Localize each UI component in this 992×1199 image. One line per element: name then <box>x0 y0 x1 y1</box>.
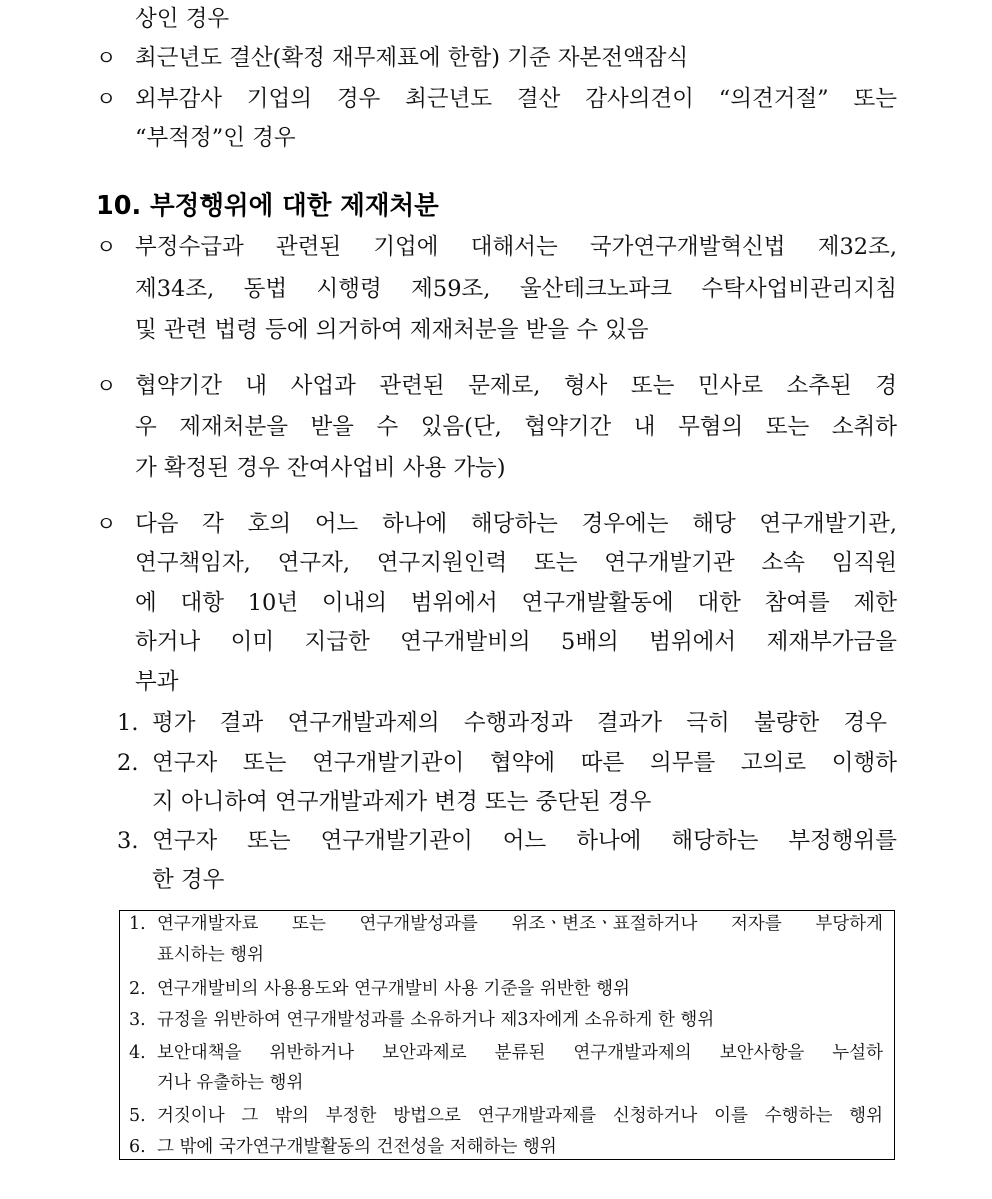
section-bullet-2-line-1: 협약기간 내 사업과 관련된 문제로, 형사 또는 민사로 소추된 경 <box>135 373 897 399</box>
section-heading: 10. 부정행위에 대한 제재처분 <box>96 191 439 221</box>
box-item-3-line-1: 규정을 위반하여 연구개발성과를 소유하거나 제3자에게 소유하게 한 행위 <box>157 1010 715 1030</box>
section-bullet-1-line-1: 부정수급과 관련된 기업에 대해서는 국가연구개발혁신법 제32조, <box>135 234 897 260</box>
box-item-4-line-1: 보안대책을 위반하거나 보안과제로 분류된 연구개발과제의 보안사항을 누설하 <box>157 1043 883 1063</box>
box-item-1-line-2: 표시하는 행위 <box>157 945 264 965</box>
numbered-item-number: 1. <box>117 710 139 736</box>
box-item-1-line-1: 연구개발자료 또는 연구개발성과를 위조ㆍ변조ㆍ표절하거나 저자를 부당하게 <box>157 914 883 934</box>
bullet-marker: ㅇ <box>96 374 117 398</box>
bullet-marker: ㅇ <box>96 235 117 259</box>
numbered-item-3-line-1: 연구자 또는 연구개발기관이 어느 하나에 해당하는 부정행위를 <box>152 828 897 854</box>
box-item-5-line-1: 거짓이나 그 밖의 부정한 방법으로 연구개발과제를 신청하거나 이를 수행하는 행위 <box>157 1106 883 1126</box>
box-item-2-line-1: 연구개발비의 사용용도와 연구개발비 사용 기준을 위반한 행위 <box>157 979 630 999</box>
box-item-6-line-1: 그 밖에 국가연구개발활동의 건전성을 저해하는 행위 <box>157 1137 557 1157</box>
section-bullet-2-line-2: 우 제재처분을 받을 수 있음(단, 협약기간 내 무혐의 또는 소취하 <box>135 414 897 440</box>
box-item-number: 6. <box>129 1137 146 1157</box>
violation-list-box <box>119 910 895 1160</box>
section-bullet-1-line-2: 제34조, 동법 시행령 제59조, 울산테크노파크 수탁사업비관리지침 <box>135 276 897 302</box>
section-bullet-1-line-3: 및 관련 법령 등에 의거하여 제재처분을 받을 수 있음 <box>135 317 649 343</box>
section-bullet-3-line-1: 다음 각 호의 어느 하나에 해당하는 경우에는 해당 연구개발기관, <box>135 511 897 537</box>
numbered-item-2-line-1: 연구자 또는 연구개발기관이 협약에 따른 의무를 고의로 이행하 <box>152 750 897 776</box>
box-item-number: 5. <box>129 1106 146 1126</box>
numbered-item-number: 2. <box>117 750 139 776</box>
intro-bullet-2-line-2: “부적정”인 경우 <box>135 125 296 151</box>
intro-bullet-2-line-1: 외부감사 기업의 경우 최근년도 결산 감사의견이 “의견거절” 또는 <box>135 86 897 112</box>
box-item-number: 3. <box>129 1010 146 1030</box>
bullet-marker: ㅇ <box>96 46 117 70</box>
numbered-item-2-line-2: 지 아니하여 연구개발과제가 변경 또는 중단된 경우 <box>152 789 652 815</box>
numbered-item-number: 3. <box>117 828 139 854</box>
box-item-number: 2. <box>129 979 146 999</box>
numbered-item-1-line-1: 평가 결과 연구개발과제의 수행과정과 결과가 극히 불량한 경우 <box>152 710 887 736</box>
section-bullet-2-line-3: 가 확정된 경우 잔여사업비 사용 가능) <box>135 455 506 481</box>
numbered-item-3-line-2: 한 경우 <box>152 867 225 893</box>
bullet-marker: ㅇ <box>96 87 117 111</box>
intro-bullet-1-line-1: 최근년도 결산(확정 재무제표에 한함) 기준 자본전액잠식 <box>135 45 689 71</box>
section-bullet-3-line-5: 부과 <box>135 669 179 695</box>
continuation-text: 상인 경우 <box>135 6 230 32</box>
bullet-marker: ㅇ <box>96 512 117 536</box>
section-bullet-3-line-3: 에 대항 10년 이내의 범위에서 연구개발활동에 대한 참여를 제한 <box>135 590 897 616</box>
section-bullet-3-line-4: 하거나 이미 지급한 연구개발비의 5배의 범위에서 제재부가금을 <box>135 629 897 655</box>
section-bullet-3-line-2: 연구책임자, 연구자, 연구지원인력 또는 연구개발기관 소속 임직원 <box>135 550 897 576</box>
box-item-number: 1. <box>129 914 146 934</box>
box-item-4-line-2: 거나 유출하는 행위 <box>157 1073 304 1093</box>
box-item-number: 4. <box>129 1043 146 1063</box>
